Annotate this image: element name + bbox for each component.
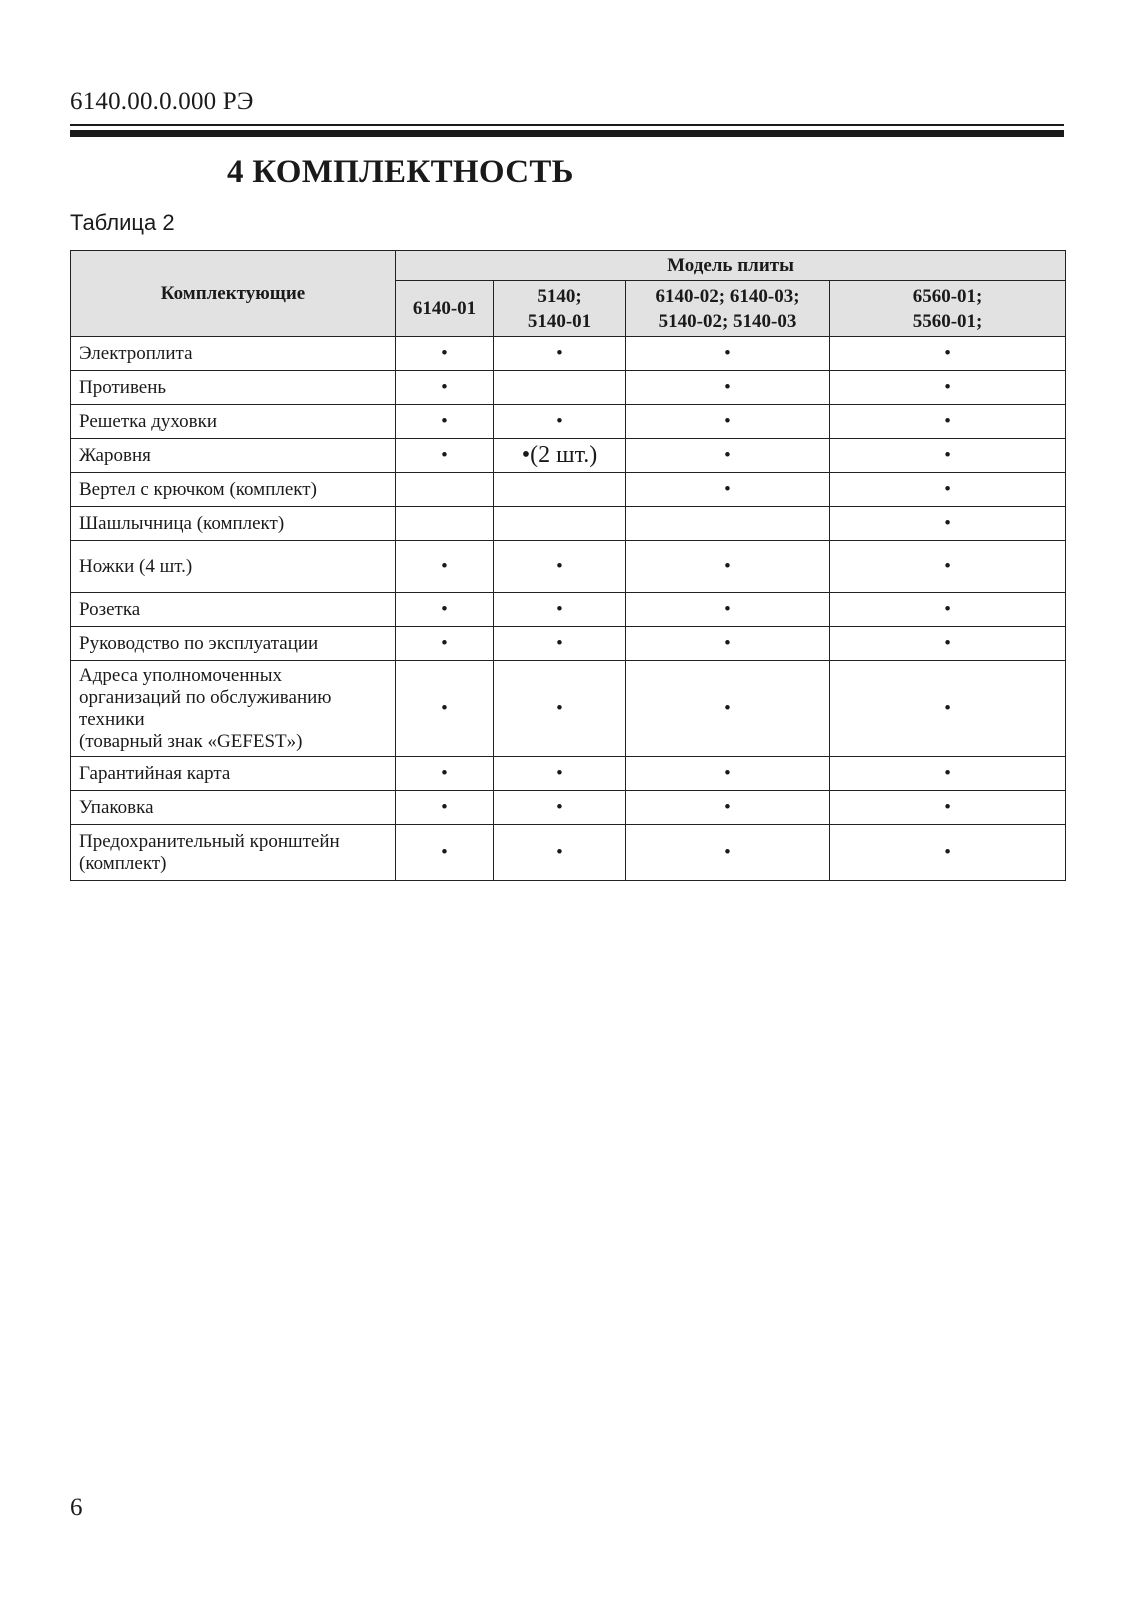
table-cell: •	[830, 661, 1066, 757]
table-row	[71, 791, 1066, 825]
table-row	[71, 439, 1066, 473]
table-row	[71, 627, 1066, 661]
table-row	[71, 405, 1066, 439]
table-cell: •	[626, 627, 830, 661]
table-cell: •	[396, 825, 494, 881]
table-cell: •	[396, 439, 494, 473]
component-name: Шашлычница (комплект)	[71, 507, 396, 541]
table-row	[71, 825, 1066, 881]
component-name: Гарантийная карта	[71, 757, 396, 791]
table-cell: •	[626, 791, 830, 825]
table-row	[71, 337, 1066, 371]
table-row	[71, 661, 1066, 757]
table-cell: •	[626, 439, 830, 473]
component-name: Жаровня	[71, 439, 396, 473]
table-row	[71, 371, 1066, 405]
component-name: Розетка	[71, 593, 396, 627]
model-header: 6140-01	[396, 281, 494, 337]
table-cell: •	[396, 541, 494, 593]
table-cell: •	[830, 337, 1066, 371]
table-cell: •	[626, 337, 830, 371]
table-cell: •	[626, 473, 830, 507]
table-cell: •	[830, 507, 1066, 541]
table-cell: •	[626, 371, 830, 405]
table-cell: •	[396, 757, 494, 791]
table-cell: •	[396, 405, 494, 439]
table-cell: •	[396, 593, 494, 627]
table-cell: •	[626, 757, 830, 791]
table-cell	[396, 473, 494, 507]
model-header: 5140; 5140-01	[494, 281, 626, 337]
table-row	[71, 507, 1066, 541]
table-cell: •	[494, 825, 626, 881]
table-cell: •	[494, 405, 626, 439]
table-cell: •	[494, 627, 626, 661]
table-cell: •	[396, 661, 494, 757]
table-cell: •	[396, 371, 494, 405]
component-name: Решетка духовки	[71, 405, 396, 439]
table-cell: •	[830, 405, 1066, 439]
table-cell	[494, 507, 626, 541]
completeness-table	[70, 250, 1066, 881]
table-cell: •	[830, 439, 1066, 473]
component-name: Электроплита	[71, 337, 396, 371]
table-cell: •	[830, 825, 1066, 881]
table-cell: •	[830, 473, 1066, 507]
page-number: 6	[70, 1494, 83, 1521]
component-name: Упаковка	[71, 791, 396, 825]
table-cell: •	[494, 593, 626, 627]
header-rule-thin	[70, 124, 1064, 126]
component-name: Ножки (4 шт.)	[71, 541, 396, 593]
table-cell: •	[830, 541, 1066, 593]
model-header: 6140-02; 6140-03; 5140-02; 5140-03	[626, 281, 830, 337]
table-cell: •	[830, 757, 1066, 791]
component-name: Противень	[71, 371, 396, 405]
component-name: Адреса уполномоченных организаций по обслуживанию техники (товарный знак «GEFEST»)	[71, 661, 396, 757]
table-cell: •	[830, 627, 1066, 661]
table-cell	[396, 507, 494, 541]
table-row	[71, 757, 1066, 791]
table-cell	[494, 371, 626, 405]
table-cell: •	[494, 661, 626, 757]
table-row	[71, 473, 1066, 507]
table-cell: •	[494, 757, 626, 791]
table-cell: •	[494, 791, 626, 825]
section-title: 4 КОМПЛЕКТНОСТЬ	[227, 154, 574, 190]
table-cell: •	[626, 541, 830, 593]
component-name: Предохранительный кронштейн (комплект)	[71, 825, 396, 881]
table-cell	[626, 507, 830, 541]
table-cell: •	[396, 627, 494, 661]
table-caption: Таблица 2	[70, 210, 175, 235]
table-cell: •	[830, 371, 1066, 405]
table-row	[71, 593, 1066, 627]
table-cell: •	[626, 593, 830, 627]
table-cell: •	[396, 337, 494, 371]
table-cell: •(2 шт.)	[494, 439, 626, 473]
component-name: Вертел с крючком (комплект)	[71, 473, 396, 507]
table-cell: •	[626, 661, 830, 757]
table-cell	[494, 473, 626, 507]
table-cell: •	[626, 825, 830, 881]
table-row	[71, 541, 1066, 593]
component-name: Руководство по эксплуатации	[71, 627, 396, 661]
model-header: 6560-01; 5560-01;	[830, 281, 1066, 337]
table-cell: •	[396, 791, 494, 825]
table-cell: •	[494, 337, 626, 371]
header-rule-thick	[70, 130, 1064, 137]
table-cell: •	[626, 405, 830, 439]
table-cell: •	[830, 791, 1066, 825]
model-group-header: Модель плиты	[396, 251, 1066, 281]
document-code: 6140.00.0.000 РЭ	[70, 88, 254, 115]
table-cell: •	[830, 593, 1066, 627]
components-header: Комплектующие	[71, 251, 396, 337]
table-cell: •	[494, 541, 626, 593]
